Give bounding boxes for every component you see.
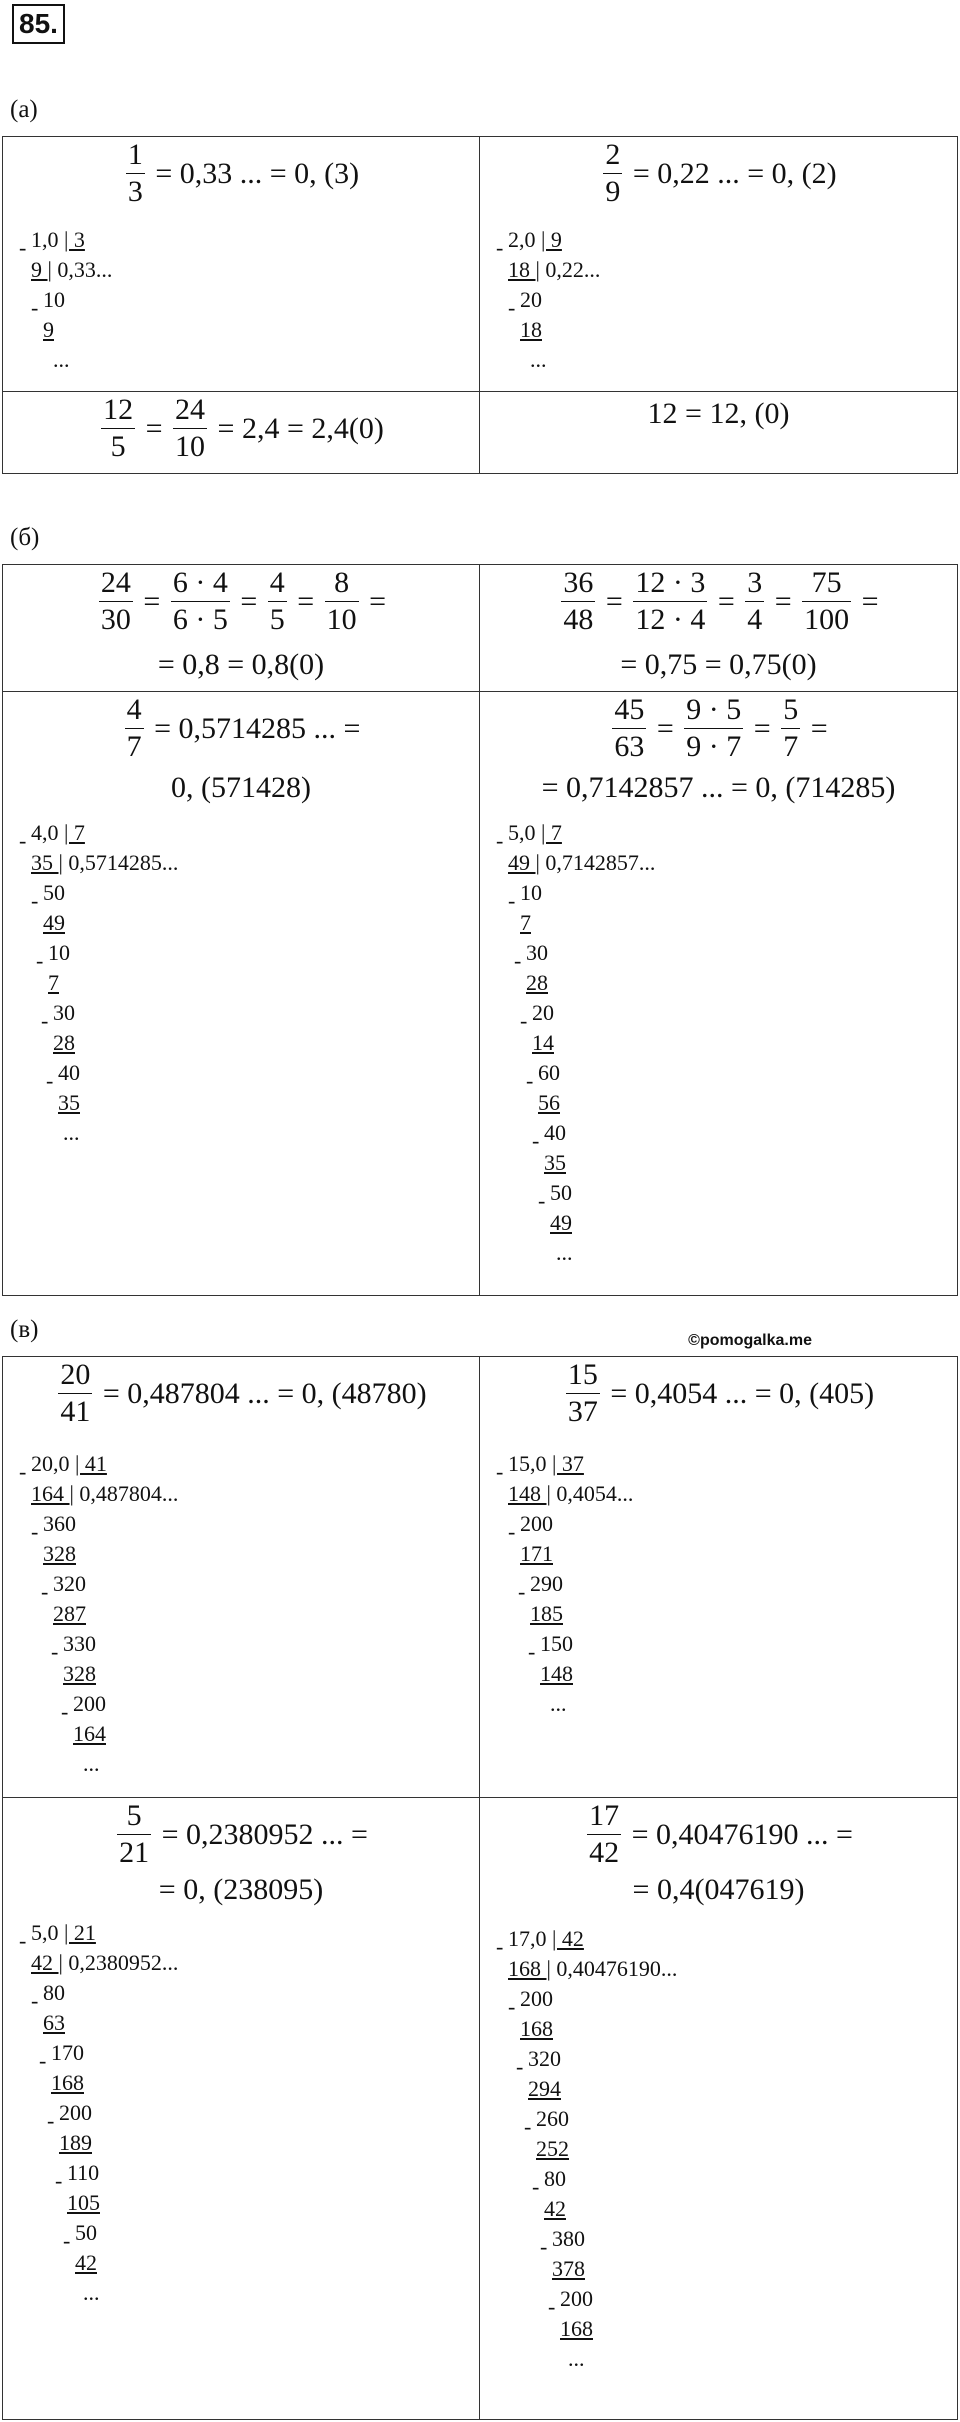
division-step: 15,0 | 37	[508, 1451, 584, 1476]
equation-line2: = 0,4(047619)	[632, 1873, 805, 1906]
equation-line2: = 0,7142857 ... = 0, (714285)	[541, 771, 896, 804]
equation-line2: = 0, (238095)	[158, 1873, 324, 1906]
division-step: 164 | 0,487804...	[31, 1481, 179, 1506]
minus-sign: -	[508, 1519, 516, 1544]
division-step: 110	[67, 2160, 100, 2185]
division-step: 20	[520, 287, 542, 312]
division-step: 5,0 | 21	[31, 1920, 96, 1945]
equation: 12 = 12, (0)	[647, 397, 790, 430]
division-step: 56	[538, 1090, 560, 1115]
division-step: 260	[536, 2106, 569, 2131]
minus-sign: -	[548, 2294, 556, 2319]
minus-sign: -	[508, 888, 516, 913]
equation: $\frac{36}{48}$ = $\frac{12 \cdot 3}{12 \cdot 4}$ = $\frac{3}{4}$ = $\frac{75}{100}$ =	[563, 566, 879, 636]
division-step: 50	[43, 880, 65, 905]
division-step: ...	[550, 1691, 567, 1716]
division-step: 14	[532, 1030, 554, 1055]
division-step: 42	[544, 2196, 566, 2221]
equation: $\frac{20}{41}$ = 0,487804 ... = 0, (48780)	[60, 1358, 427, 1428]
division-step: 168 | 0,40476190...	[508, 1956, 678, 1981]
division-step: 35	[58, 1090, 80, 1115]
equation: $\frac{12}{5}$ = $\frac{24}{10}$ = 2,4 = 2,4(0)	[103, 393, 384, 463]
division-step: 18 | 0,22...	[508, 257, 601, 282]
cell-c1	[3, 1357, 479, 1797]
section-b-label: (б)	[10, 524, 40, 551]
table-c	[2, 1356, 958, 2420]
division-step: 4,0 | 7	[31, 820, 85, 845]
division-step: 10	[43, 287, 65, 312]
division-step: 20	[532, 1000, 554, 1025]
minus-sign: -	[496, 1934, 504, 1959]
equation: $\frac{1}{3}$ = 0,33 ... = 0, (3)	[127, 138, 360, 208]
equation: $\frac{5}{21}$ = 0,2380952 ... =	[119, 1799, 368, 1869]
division-step: 9	[43, 317, 54, 342]
equation-line2: = 0,75 = 0,75(0)	[620, 648, 817, 681]
division-step: 170	[51, 2040, 84, 2065]
division-step: 28	[53, 1030, 75, 1055]
division-step: 148	[540, 1661, 573, 1686]
division-step: 42 | 0,2380952...	[31, 1950, 179, 1975]
minus-sign: -	[518, 1579, 526, 1604]
minus-sign: -	[19, 1928, 27, 1953]
division-step: 294	[528, 2076, 561, 2101]
division-step: 35	[544, 1150, 566, 1175]
minus-sign: -	[61, 1699, 69, 1724]
division-step: 30	[53, 1000, 75, 1025]
division-step: 9 | 0,33...	[31, 257, 113, 282]
minus-sign: -	[31, 1519, 39, 1544]
minus-sign: -	[496, 235, 504, 260]
cell-b1	[3, 565, 479, 691]
table-a	[2, 136, 958, 474]
division-step: 290	[530, 1571, 563, 1596]
equation-line2: = 0,8 = 0,8(0)	[157, 648, 325, 681]
minus-sign: -	[31, 1988, 39, 2013]
division-step: 360	[43, 1511, 76, 1536]
minus-sign: -	[528, 1639, 536, 1664]
section-a-label: (а)	[10, 96, 38, 123]
division-step: 7	[48, 970, 59, 995]
division-step: 10	[520, 880, 542, 905]
division-step: 328	[43, 1541, 76, 1566]
minus-sign: -	[538, 1188, 546, 1213]
equation: $\frac{2}{9}$ = 0,22 ... = 0, (2)	[605, 138, 837, 208]
division-step: 40	[58, 1060, 80, 1085]
division-step: 168	[51, 2070, 84, 2095]
minus-sign: -	[508, 1994, 516, 2019]
division-step: 1,0 | 3	[31, 227, 85, 252]
minus-sign: -	[526, 1068, 534, 1093]
minus-sign: -	[19, 235, 27, 260]
division-step: 40	[544, 1120, 566, 1145]
division-step: ...	[568, 2346, 585, 2371]
division-step: 60	[538, 1060, 560, 1085]
division-step: 150	[540, 1631, 573, 1656]
division-step: 80	[43, 1980, 65, 2005]
division-step: 200	[520, 1986, 553, 2011]
cell-b4	[480, 692, 957, 1296]
problem-number: 85.	[12, 4, 65, 44]
minus-sign: -	[41, 1579, 49, 1604]
division-step: 189	[59, 2130, 92, 2155]
minus-sign: -	[516, 2054, 524, 2079]
division-step: 252	[536, 2136, 569, 2161]
division-step: 330	[63, 1631, 96, 1656]
minus-sign: -	[51, 1639, 59, 1664]
minus-sign: -	[19, 828, 27, 853]
division-step: 63	[43, 2010, 65, 2035]
minus-sign: -	[63, 2228, 71, 2253]
division-step: 320	[53, 1571, 86, 1596]
division-step: 35 | 0,5714285...	[31, 850, 179, 875]
division-step: 200	[560, 2286, 593, 2311]
minus-sign: -	[496, 1459, 504, 1484]
equation: $\frac{24}{30}$ = $\frac{6 \cdot 4}{6 \cdot 5}$ = $\frac{4}{5}$ = $\frac{8}{10}$ =	[100, 566, 387, 636]
minus-sign: -	[496, 828, 504, 853]
division-step: 18	[520, 317, 542, 342]
division-step: 164	[73, 1721, 106, 1746]
division-step: 49	[550, 1210, 572, 1235]
table-b	[2, 564, 958, 1296]
division-step: 17,0 | 42	[508, 1926, 584, 1951]
cell-a1	[3, 137, 479, 391]
equation: $\frac{45}{63}$ = $\frac{9 \cdot 5}{9 \cdot 7}$ = $\frac{5}{7}$ =	[614, 693, 828, 763]
section-c-label: (в)	[10, 1316, 39, 1343]
division-step: 42	[75, 2250, 97, 2275]
division-step: 168	[520, 2016, 553, 2041]
minus-sign: -	[532, 1128, 540, 1153]
minus-sign: -	[31, 888, 39, 913]
division-step: 28	[526, 970, 548, 995]
division-step: 380	[552, 2226, 585, 2251]
division-step: ...	[556, 1240, 573, 1265]
division-step: 320	[528, 2046, 561, 2071]
division-step: 148 | 0,4054...	[508, 1481, 634, 1506]
minus-sign: -	[520, 1008, 528, 1033]
equation: $\frac{15}{37}$ = 0,4054 ... = 0, (405)	[567, 1358, 875, 1428]
minus-sign: -	[524, 2114, 532, 2139]
division-step: 10	[48, 940, 70, 965]
division-step: 200	[520, 1511, 553, 1536]
division-step: 80	[544, 2166, 566, 2191]
division-step: 328	[63, 1661, 96, 1686]
division-step: 105	[67, 2190, 100, 2215]
division-step: 185	[530, 1601, 563, 1626]
minus-sign: -	[514, 948, 522, 973]
division-step: 50	[75, 2220, 97, 2245]
cell-c4	[480, 1798, 957, 2420]
minus-sign: -	[508, 295, 516, 320]
minus-sign: -	[39, 2048, 47, 2073]
division-step: 2,0 | 9	[508, 227, 562, 252]
cell-a2	[480, 137, 957, 391]
equation: $\frac{4}{7}$ = 0,5714285 ... =	[126, 693, 361, 763]
division-step: 171	[520, 1541, 553, 1566]
division-step: 20,0 | 41	[31, 1451, 107, 1476]
minus-sign: -	[19, 1459, 27, 1484]
cell-a3	[3, 392, 479, 474]
division-step: 49 | 0,7142857...	[508, 850, 656, 875]
cell-a4	[480, 392, 957, 474]
division-step: ...	[530, 347, 547, 372]
division-step: 7	[520, 910, 531, 935]
minus-sign: -	[540, 2234, 548, 2259]
cell-c2	[480, 1357, 957, 1797]
minus-sign: -	[47, 2108, 55, 2133]
equation-line2: 0, (571428)	[171, 771, 311, 804]
minus-sign: -	[532, 2174, 540, 2199]
minus-sign: -	[36, 948, 44, 973]
division-step: 378	[552, 2256, 585, 2281]
cell-c3	[3, 1798, 479, 2420]
minus-sign: -	[31, 295, 39, 320]
division-step: ...	[83, 2280, 100, 2305]
cell-b2	[480, 565, 957, 691]
minus-sign: -	[41, 1008, 49, 1033]
equation: $\frac{17}{42}$ = 0,40476190 ... =	[589, 1799, 853, 1869]
division-step: 168	[560, 2316, 593, 2341]
cell-b3	[3, 692, 479, 1296]
watermark: ©pomogalka.me	[688, 1332, 812, 1349]
division-step: 49	[43, 910, 65, 935]
division-step: 30	[526, 940, 548, 965]
division-step: 5,0 | 7	[508, 820, 562, 845]
division-step: 287	[53, 1601, 86, 1626]
division-step: 200	[73, 1691, 106, 1716]
division-step: ...	[83, 1751, 100, 1776]
minus-sign: -	[46, 1068, 54, 1093]
minus-sign: -	[55, 2168, 63, 2193]
division-step: 50	[550, 1180, 572, 1205]
division-step: 200	[59, 2100, 92, 2125]
division-step: ...	[53, 347, 70, 372]
division-step: ...	[63, 1120, 80, 1145]
